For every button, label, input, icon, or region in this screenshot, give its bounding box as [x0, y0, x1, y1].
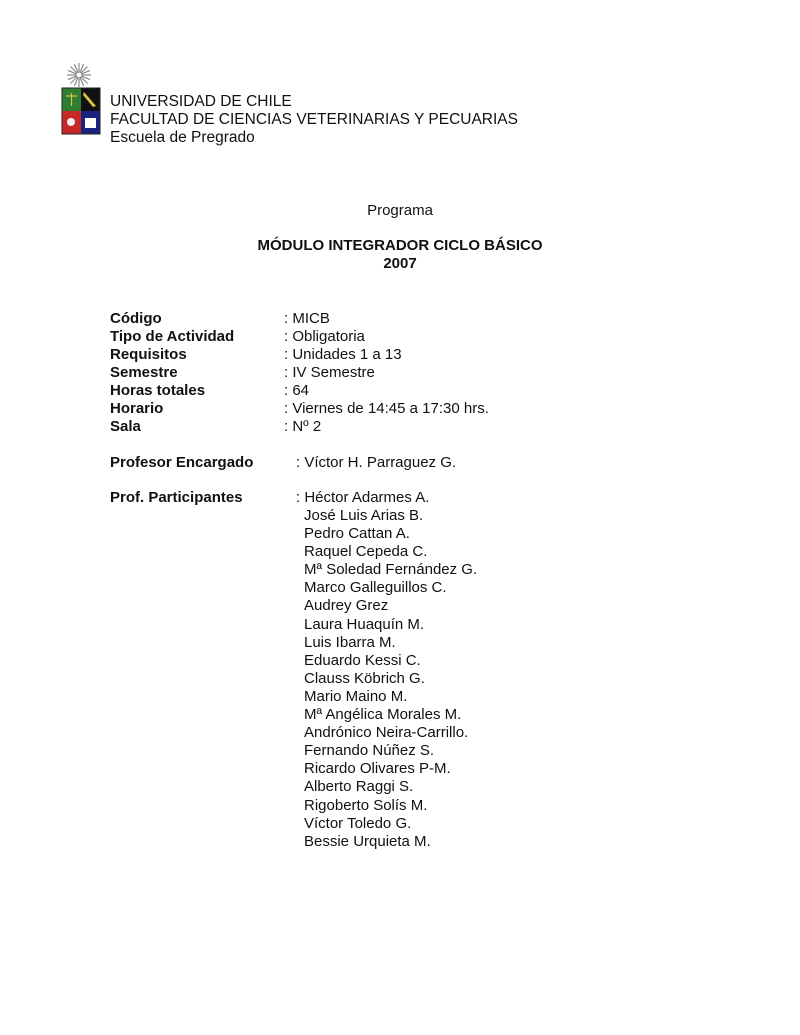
list-item: Mª Angélica Morales M.: [304, 706, 462, 724]
list-item: Audrey Grez: [304, 597, 389, 615]
list-item: Fernando Núñez S.: [304, 742, 435, 760]
shield-icon: [62, 88, 100, 134]
document-type: [0, 202, 800, 219]
field-value: : Obligatoria: [284, 328, 365, 345]
university-name: UNIVERSIDAD DE CHILE: [110, 93, 292, 110]
field-label: Sala: [110, 418, 141, 435]
list-item: Eduardo Kessi C.: [304, 651, 421, 669]
field-value: : Héctor Adarmes A.: [296, 489, 430, 506]
list-item: Andrónico Neira-Carrillo.: [304, 724, 469, 742]
field-value: : 64: [284, 382, 310, 399]
field-value: : Viernes de 14:45 a 17:30 hrs.: [284, 400, 489, 417]
list-item: Alberto Raggi S.: [304, 778, 414, 796]
list-item: Laura Huaquín M.: [304, 615, 425, 633]
field-label: Tipo de Actividad: [110, 328, 235, 345]
field-value: : IV Semestre: [284, 364, 375, 381]
field-label: Prof. Participantes: [110, 489, 243, 506]
field-label: Código: [110, 310, 162, 327]
document-type-label: Programa: [367, 202, 433, 219]
list-item: Clauss Köbrich G.: [304, 669, 425, 687]
field-label: Semestre: [110, 364, 178, 381]
list-item: Mario Maino M.: [304, 687, 408, 705]
participants-list: [304, 507, 477, 851]
field-value: : Nº 2: [284, 418, 322, 435]
list-item: Luis Ibarra M.: [304, 633, 396, 651]
field-value: : Unidades 1 a 13: [284, 346, 402, 363]
field-label: Horas totales: [110, 382, 206, 399]
field-value: : MICB: [284, 310, 330, 327]
field-label: Profesor Encargado: [110, 454, 254, 471]
field-value: : Víctor H. Parraguez G.: [296, 454, 457, 471]
list-item: Ricardo Olivares P-M.: [304, 760, 451, 778]
star-icon: [67, 63, 91, 87]
field-label: Horario: [110, 400, 164, 417]
university-crest-logo: [60, 60, 102, 140]
list-item: Pedro Cattan A.: [304, 525, 410, 543]
module-title: MÓDULO INTEGRADOR CICLO BÁSICO: [257, 237, 543, 254]
list-item: Raquel Cepeda C.: [304, 543, 428, 561]
list-item: Bessie Urquieta M.: [304, 832, 431, 850]
list-item: Víctor Toledo G.: [304, 814, 412, 832]
institution-header: [110, 93, 518, 147]
field-label: Requisitos: [110, 346, 187, 363]
list-item: Rigoberto Solís M.: [304, 796, 428, 814]
list-item: Marco Galleguillos C.: [304, 579, 447, 597]
list-item: Mª Soledad Fernández G.: [304, 561, 478, 579]
module-year: 2007: [383, 255, 417, 272]
module-title-block: [0, 237, 800, 273]
school-name: Escuela de Pregrado: [110, 129, 255, 146]
list-item: José Luis Arias B.: [304, 507, 424, 524]
faculty-name: FACULTAD DE CIENCIAS VETERINARIAS Y PECUARIAS: [110, 111, 518, 128]
